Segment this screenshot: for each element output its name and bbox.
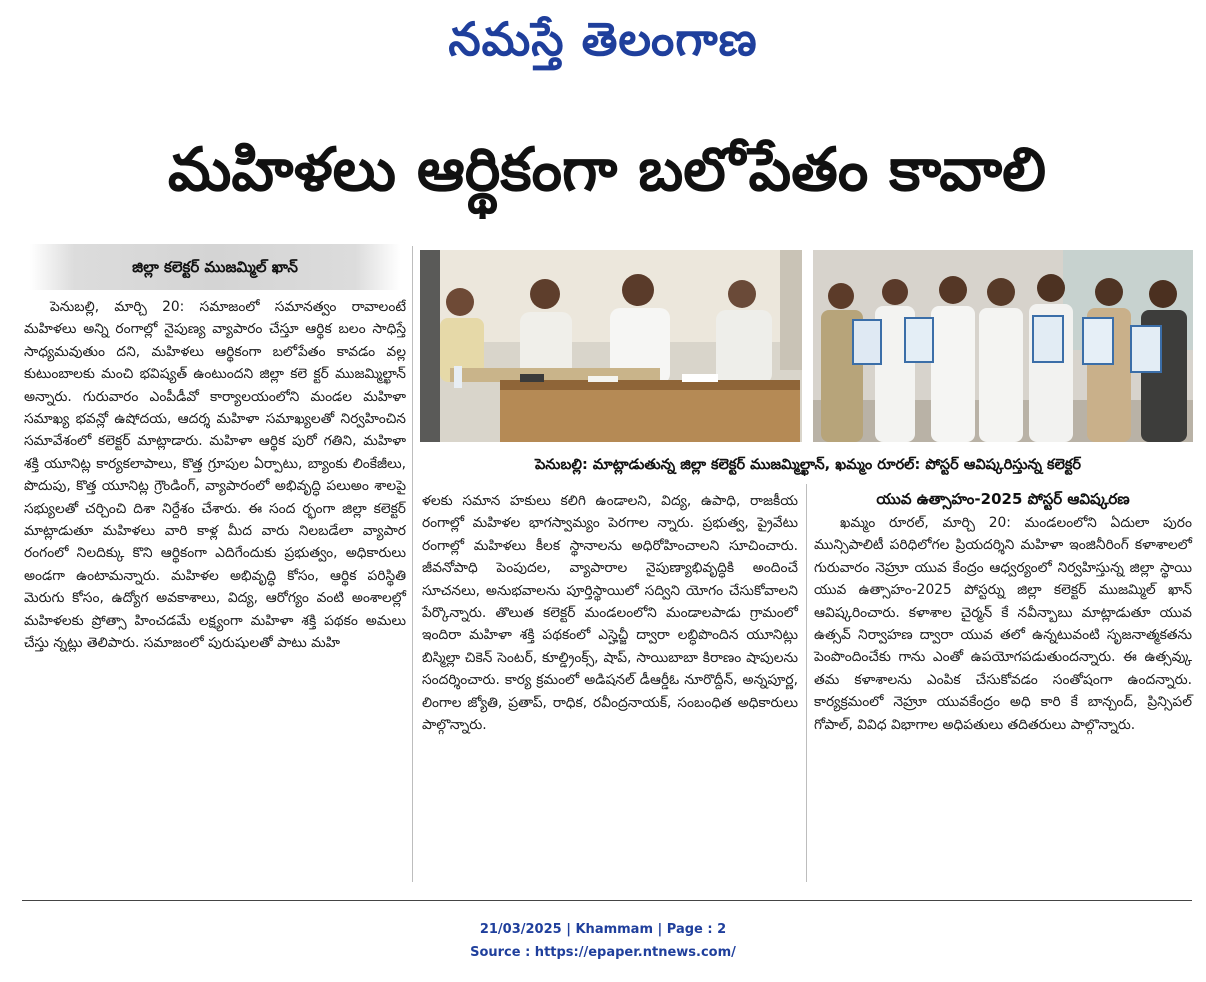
- article-byline: జిల్లా కలెక్టర్ ముజమ్మిల్ ఖాన్: [30, 244, 400, 290]
- source-link[interactable]: Source : https://epaper.ntnews.com/: [470, 945, 736, 960]
- meeting-photo: [420, 250, 802, 442]
- side-article-headline: యువ ఉత్సాహం-2025 పోస్టర్ ఆవిష్కరణ: [876, 490, 1130, 508]
- photo-caption: పెనుబల్లి: మాట్లాడుతున్న జిల్లా కలెక్టర్ ముజమ్మిల్ఖాన్, ఖమ్మం రూరల్: పోస్టర్ ఆవిష్కరిస్తున్న కలెక్టర్: [534, 457, 1082, 473]
- edition-info: 21/03/2025 | Khammam | Page : 2: [479, 922, 727, 937]
- page-bottom-divider: [22, 900, 1192, 901]
- side-article-body: ఖమ్మం రూరల్, మార్చి 20: మండలంలోని ఏదులా పురం మున్సిపాలిటీ పరిధిలోగల ప్రియదర్శిని మహిళా ఇంజినీరింగ్ కళాశాలలో గురువారం నెహ్రూ యువ కేంద్రం ఆధ్వర్యంలో నిర్వహిస్తున్న జిల్లా స్థాయి యువ ఉత్సాహం-2025 పోస్టర్ను జిల్లా కలెక్టర్ ముజమ్మిల్ ఖాన్ ఆవిష్కరించారు. కళాశాల చైర్మన్ కే నవీన్బాబు మాట్లాడుతూ యువ ఉత్సవ్ నిర్వాహణ ద్వారా యువ తలో ఉన్నటువంటి సృజనాత్మకతను పెంపొందించేకు గాను ఎంతో ఉపయోగపడుతుందన్నారు. ఈ ఉత్సవ్కు తమ కళాశాలను ఎంపిక చేసుకోవడం సంతోషంగా ఉందన్నారు. కార్యక్రమంలో నెహ్రూ యువకేంద్రం అధి కారి కే బాన్చంద్, ప్రిన్సిపల్ గోపాల్, వివిధ విభాగాల అధిపతులు తదితరులు పాల్గొన్నారు.: [814, 515, 1192, 733]
- article-body-column-2: ళలకు సమాన హకులు కలిగి ఉండాలని, విద్య, ఉపాధి, రాజకీయ రంగాల్లో మహిళల భాగస్వామ్యం పెరగాల న్నారు. ప్రభుత్వ, ప్రైవేటు రంగాల్లో మహిళలు కీలక స్థానాలను అధిరోహించాలని సూచించారు. జీవనోపాధి పెంపుదల, వ్యాపారాల నైపుణ్యాభివృద్ధికి అందించే సూచనలు, అనుభవాలను పూర్తిస్థాయిలో సద్విని యోగం చేసుకోవాలని పేర్కొన్నారు. తొలుత కలెక్టర్ మండలంలోని మండాలపాడు గ్రామంలో ఇందిరా మహిళా శక్తి పథకంలో ఎస్హెచ్జీ ద్వారా లబ్ధిపొందిన యూనిట్లు బిస్మిల్లా చికెన్ సెంటర్, కూల్డ్రింక్స్, షాప్, సాయిబాబా కిరాణం షాపులను సందర్శించారు. కార్య క్రమంలో అడిషనల్ డీఆర్డీఓ నూరొద్దీన్, అన్నపూర్ణ, లింగాల జ్యోతి, ప్రతాప్, రాధిక, రవీంద్రనాయక్, సంబంధిత అధికారులు పాల్గొన్నారు.: [422, 493, 798, 734]
- column-divider: [806, 484, 807, 882]
- poster-launch-photo: [813, 250, 1193, 442]
- article-headline: మహిళలు ఆర్థికంగా బలోపేతం కావాలి: [167, 135, 1047, 205]
- column-divider: [412, 246, 413, 882]
- article-body-column-1: పెనుబల్లి, మార్చి 20: సమాజంలో సమానత్వం రావాలంటే మహిళలు అన్ని రంగాల్లో నైపుణ్య వ్యాపారం చేస్తూ ఆర్థిక బలం సాధిస్తే సాధ్యమవుతుం దని, మహిళలు ఆర్థికంగా బలోపేతం కావడం వల్ల కుటుంబాలకు మంచి భవిష్యత్ ఉంటుందని జిల్లా కలె క్టర్ ముజమ్మిల్ఖాన్ అన్నారు. గురువారం ఎంపీడీవో కార్యాలయంలోని మండల మహిళా సమాఖ్య భవన్లో ఉషోదయ, ఆదర్శ మహిళా సమాఖ్యలతో నిర్వహించిన సమావేశంలో కలెక్టర్ మాట్లాడారు. మహిళా ఆర్థిక పురో గతిని, మహిళా శక్తి యూనిట్ల కార్యకలాపాలు, కొత్త గ్రూపుల ఏర్పాటు, బ్యాంకు లింకేజీలు, పొదుపు, కొత్త యూనిట్ల గ్రౌండింగ్, వ్యాపారంలో అభివృద్ధి పలుఅం శాలపై సభ్యులతో చర్చించి దిశా నిర్దేశం చేశారు. ఈ సంద ర్భంగా జిల్లా కలెక్టర్ మాట్లాడుతూ మహిళలు వారి కాళ్ల మీద వారు నిలబడేలా వ్యాపార రంగంలో నిలదిక్కు కొని ఆర్థికంగా ఎదిగేందుకు ప్రభుత్వం, అధికారులు అండగా ఉంటామన్నారు. మహిళల అభివృద్ధి కోసం, ఆర్థిక పరిస్థితి మెరుగు కోసం, ఉద్యోగ అవకాశాలు, విద్య, ఆరోగ్యం వంటి అంశాలల్లో మహిళలకు ప్రోత్సా హించడమే లక్ష్యంగా మహిళా శక్తి పథకం అమలు చేస్తు న్నట్లు తెలిపారు. సమాజంలో పురుషులతో పాటు మహి: [24, 299, 406, 652]
- newspaper-masthead: నమస్తే తెలంగాణ: [448, 12, 758, 66]
